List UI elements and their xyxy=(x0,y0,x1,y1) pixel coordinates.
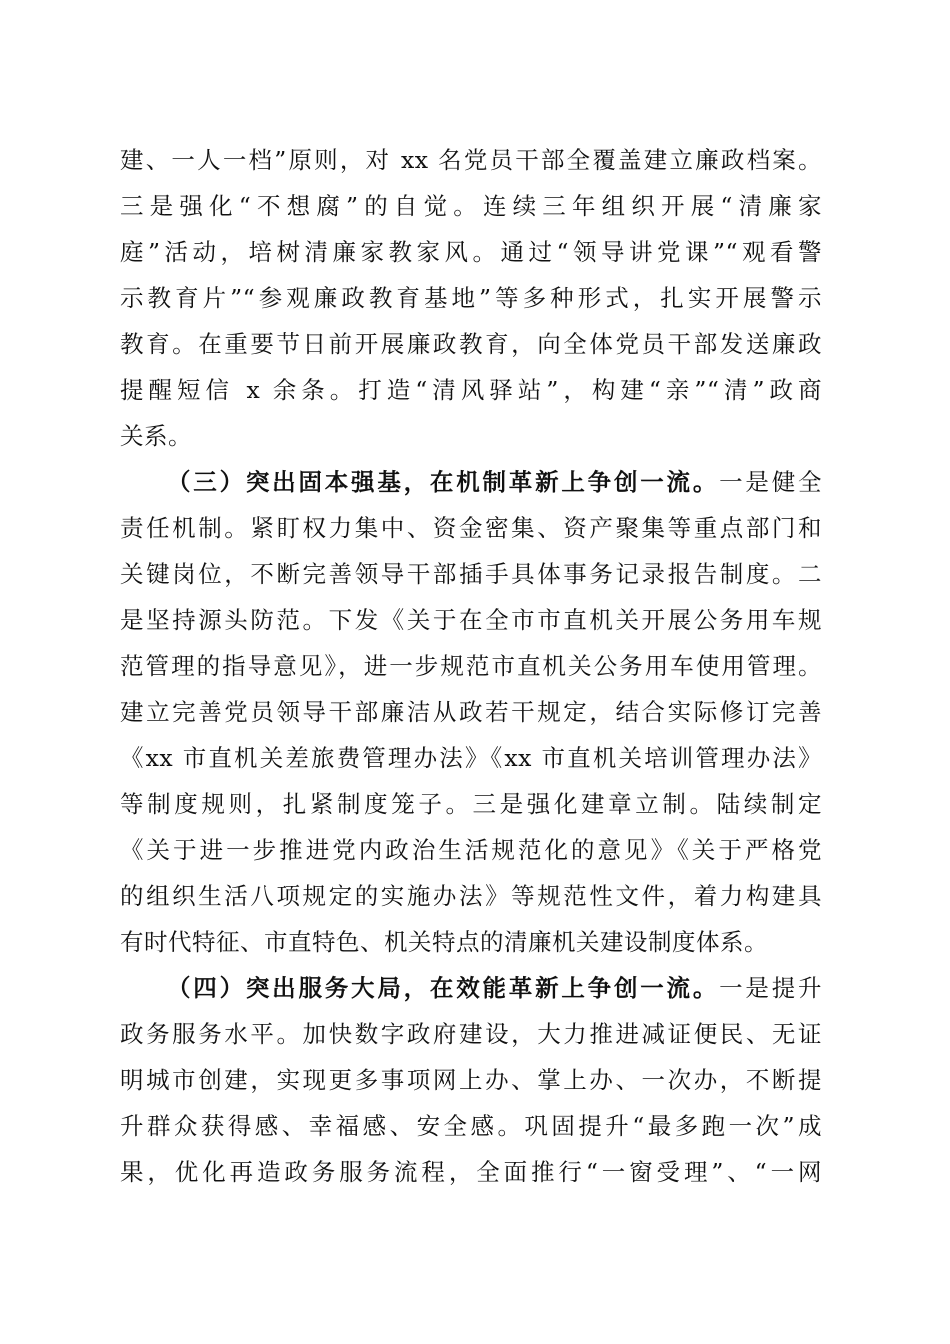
text-line: 关系。 xyxy=(120,422,192,450)
text-line-with-heading xyxy=(120,459,822,505)
text-fragment: 一是健全 xyxy=(719,468,823,496)
section-heading: （三）突出固本强基，在机制革新上争创一流。 xyxy=(167,468,720,496)
text-line: 是坚持源头防范。下发《关于在全市市直机关开展公务用车规 xyxy=(120,606,822,634)
paragraph-1 xyxy=(120,137,822,459)
text-line: 建、一人一档”原则，对 xx 名党员干部全覆盖建立廉政档案。 xyxy=(120,146,822,174)
text-line: 庭”活动，培树清廉家教家风。通过“领导讲党课”“观看警 xyxy=(120,238,822,266)
text-line: 明城市创建，实现更多事项网上办、掌上办、一次办，不断提 xyxy=(120,1066,822,1094)
text-line: 政务服务水平。加快数字政府建设，大力推进减证便民、无证 xyxy=(120,1020,822,1048)
text-line: 《xx 市直机关差旅费管理办法》《xx 市直机关培训管理办法》 xyxy=(120,744,822,772)
paragraph-2 xyxy=(120,459,822,965)
text-line: 范管理的指导意见》，进一步规范市直机关公务用车使用管理。 xyxy=(120,652,822,680)
text-line: 提醒短信 x 余条。打造“清风驿站”，构建“亲”“清”政商 xyxy=(120,376,822,404)
text-line: 升群众获得感、幸福感、安全感。巩固提升“最多跑一次”成 xyxy=(120,1112,822,1140)
text-line: 果，优化再造政务服务流程，全面推行“一窗受理”、“一网 xyxy=(120,1158,822,1186)
text-line: 《关于进一步推进党内政治生活规范化的意见》《关于严格党 xyxy=(120,836,822,864)
text-line: 示教育片”“参观廉政教育基地”等多种形式，扎实开展警示 xyxy=(120,284,822,312)
text-line: 三是强化“不想腐”的自觉。连续三年组织开展“清廉家 xyxy=(120,192,822,220)
text-fragment: 一是提升 xyxy=(719,974,823,1002)
text-line: 等制度规则，扎紧制度笼子。三是强化建章立制。陆续制定 xyxy=(120,790,822,818)
text-line-with-heading xyxy=(120,965,822,1011)
text-line: 有时代特征、市直特色、机关特点的清廉机关建设制度体系。 xyxy=(120,928,768,956)
text-line: 关键岗位，不断完善领导干部插手具体事务记录报告制度。二 xyxy=(120,560,822,588)
document-body xyxy=(120,137,822,1195)
text-line: 责任机制。紧盯权力集中、资金密集、资产聚集等重点部门和 xyxy=(120,514,822,542)
text-line: 的组织生活八项规定的实施办法》等规范性文件，着力构建具 xyxy=(120,882,822,910)
section-heading: （四）突出服务大局，在效能革新上争创一流。 xyxy=(167,974,720,1002)
text-line: 建立完善党员领导干部廉洁从政若干规定，结合实际修订完善 xyxy=(120,698,822,726)
text-line: 教育。在重要节日前开展廉政教育，向全体党员干部发送廉政 xyxy=(120,330,822,358)
paragraph-3 xyxy=(120,965,822,1195)
